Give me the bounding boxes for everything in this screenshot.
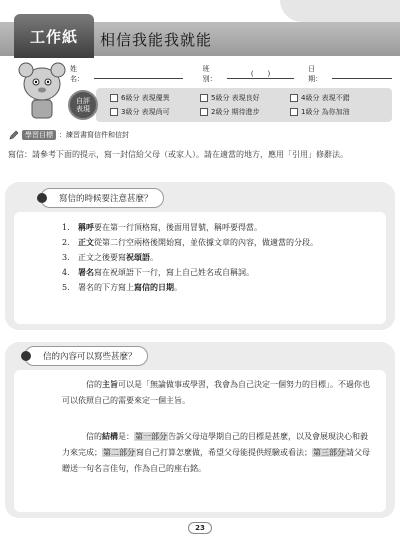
question-text: 信的內容可以寫些甚麼？ — [43, 352, 137, 362]
bullet-icon — [21, 351, 31, 361]
checkbox[interactable] — [200, 94, 208, 102]
item-number: 2. — [62, 238, 70, 247]
item-keyword: 稱呼 — [78, 222, 94, 232]
item-text: 正文之後要寫 — [78, 253, 126, 262]
list-item — [62, 280, 372, 295]
header-decoration — [280, 0, 400, 22]
checkbox[interactable] — [290, 94, 298, 102]
grade-label: 4級分 表現不錯 — [301, 94, 350, 102]
highlight: 第一部分 — [135, 432, 167, 441]
worksheet-tab: 工作紙 — [14, 14, 94, 58]
badge-line-2: 表現 — [76, 105, 90, 113]
class-field[interactable] — [227, 69, 294, 79]
list-item — [62, 235, 372, 250]
item-text: 。 — [150, 253, 158, 262]
objective-text: ：練習書寫信件和信封 — [59, 131, 129, 139]
tips-list — [62, 220, 372, 295]
text: 是： — [118, 432, 134, 441]
self-assessment-panel — [96, 88, 392, 122]
item-keyword: 祝頌語 — [126, 252, 150, 262]
checkbox[interactable] — [200, 108, 208, 116]
text: 信的 — [86, 432, 102, 441]
page-title: 相信我能我就能 — [100, 30, 213, 49]
item-text: 。 — [174, 283, 182, 292]
item-number: 5. — [62, 283, 70, 292]
class-number-bracket: ( ) — [250, 70, 271, 78]
name-label: 姓 名： — [70, 65, 84, 83]
text: 告訴父母這學期自己的目標是甚麼，以及會展現決心和毅力來完成； — [62, 432, 368, 457]
list-item — [62, 220, 372, 235]
question-text: 寫信的時候要注意甚麼？ — [59, 194, 153, 204]
checkbox[interactable] — [110, 94, 118, 102]
class-label: 班 別： — [202, 65, 217, 83]
paragraph-structure — [62, 428, 372, 477]
question-heading-2 — [24, 346, 148, 366]
student-info — [70, 66, 392, 82]
bullet-icon — [37, 193, 47, 203]
instructions: 寫信：請參考下面的提示，寫一封信給父母（或家人）。請在適當的地方，應用「引用」修辭法。 — [8, 150, 348, 159]
grade-option[interactable] — [200, 93, 260, 103]
keyword: 結構 — [102, 431, 118, 441]
page-header — [0, 0, 400, 64]
objective-tag: 學習目標 — [22, 130, 56, 140]
grade-label: 2級分 期待進步 — [211, 108, 260, 116]
list-item — [62, 250, 372, 265]
text: 信的 — [86, 380, 102, 389]
item-keyword: 正文 — [78, 237, 94, 247]
date-field[interactable] — [332, 69, 392, 79]
highlight: 第二部分 — [103, 448, 135, 457]
text: 寫自己打算怎麼做，希望父母能提供經驗或看法； — [136, 448, 312, 457]
paragraph-theme — [62, 376, 372, 409]
list-item — [62, 265, 372, 280]
question-heading-1 — [40, 188, 164, 208]
grade-option[interactable] — [290, 93, 350, 103]
checkbox[interactable] — [110, 108, 118, 116]
item-number: 3. — [62, 253, 70, 262]
item-text: 要在第一行頂格寫，後面用冒號，稱呼要得當。 — [94, 223, 262, 232]
learning-objective — [8, 128, 392, 142]
pencil-icon — [8, 129, 20, 141]
badge-line-1: 自評 — [76, 97, 90, 105]
item-text: 寫在祝頌語下一行，寫上自己姓名或自稱詞。 — [94, 268, 254, 277]
grade-label: 6級分 表現優異 — [121, 94, 170, 102]
grade-option[interactable] — [200, 107, 260, 117]
grade-option[interactable] — [110, 93, 170, 103]
checkbox[interactable] — [290, 108, 298, 116]
text: 請父母贈送一句名言佳句，作為自己的座右銘。 — [62, 448, 370, 473]
item-keyword: 署名 — [78, 267, 94, 277]
item-number: 1. — [62, 223, 70, 232]
item-text: 從第二行空兩格後開始寫，並依據文章的內容，做適當的分段。 — [94, 238, 318, 247]
item-keyword: 寫信的日期 — [134, 282, 174, 292]
grade-option[interactable] — [290, 107, 350, 117]
item-text: 署名的下方寫上 — [78, 283, 134, 292]
grade-label: 1級分 為你加油 — [301, 108, 350, 116]
self-assessment-badge — [68, 90, 98, 120]
date-label: 日 期： — [308, 65, 323, 83]
item-number: 4. — [62, 268, 70, 277]
highlight: 第三部分 — [313, 448, 345, 457]
mascot-illustration — [12, 60, 72, 126]
name-field[interactable] — [94, 69, 182, 79]
grade-option[interactable] — [110, 107, 170, 117]
grade-label: 3級分 表現尚可 — [121, 108, 170, 116]
text: 可以是「無論做事或學習，我會為自己決定一個努力的目標」。不過你也可以依照自己的需要來定一個主旨。 — [62, 380, 370, 405]
keyword: 主旨 — [102, 379, 118, 389]
grade-label: 5級分 表現良好 — [211, 94, 260, 102]
page-number: 23 — [188, 522, 212, 534]
